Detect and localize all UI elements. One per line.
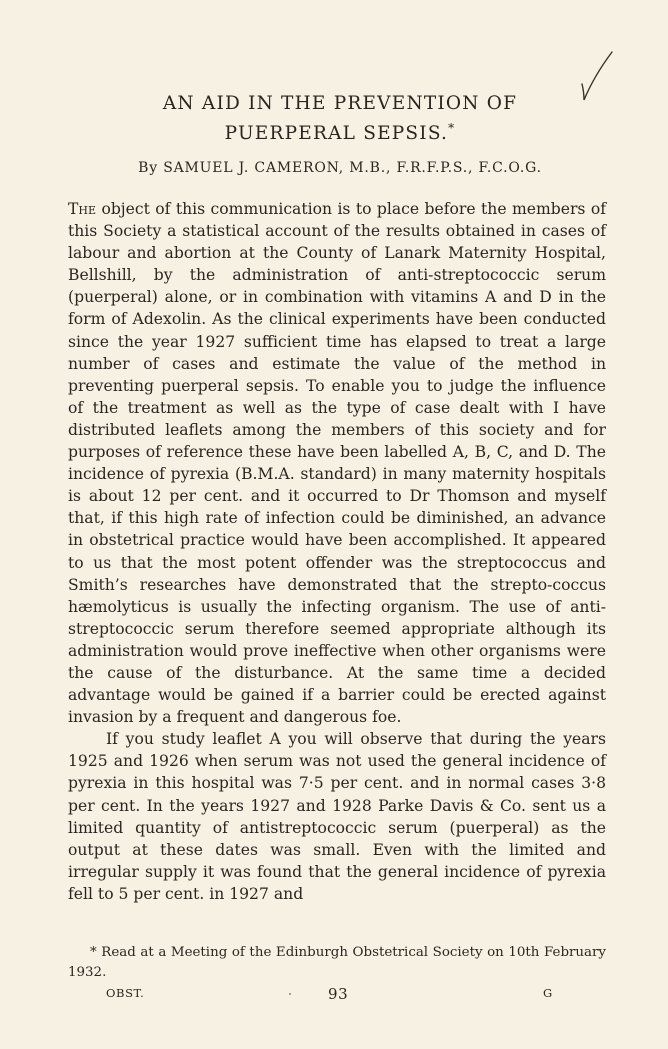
paragraph-1 bbox=[68, 198, 606, 728]
footnote bbox=[68, 943, 606, 983]
page-number: 93 bbox=[328, 985, 349, 1003]
title-line-2-text: PUERPERAL SEPSIS. bbox=[224, 123, 449, 145]
footnote-mark: * bbox=[90, 945, 97, 960]
footnote-text: Read at a Meeting of the Edinburgh Obstetrical Society on 10th February 1932. bbox=[68, 945, 606, 980]
title-footnote-mark: * bbox=[448, 121, 456, 135]
paragraph-1-text: object of this communication is to place before the members of this Society a statistical account of the results obtained in cases of labour and abortion at the County of Lanark Maternity Hospital, Bellshill, by the administration of anti-streptococcic serum (puerperal) alone, or in combination with vitamins A and D in the form of Adexolin. As the clinical experiments have been conducted since the year 1927 sufficient time has elapsed to treat a large number of cases and estimate the value of the method in preventing puerperal sepsis. To enable you to judge the influence of the treatment as well as the type of case dealt with I have distributed leaflets among the members of this society and for purposes of reference these have been labelled A, B, C, and D. The incidence of pyrexia (B.M.A. standard) in many maternity hospitals is about 12 per cent. and it occurred to Dr Thomson and myself that, if this high rate of infection could be diminished, an advance in obstetrical practice would have been accomplished. It appeared to us that the most potent offender was the streptococcus and Smith’s researches have demonstrated that the strepto-coccus hæmolyticus is usually the infecting organism. The use of anti-streptococcic serum therefore seemed appropriate although its administration would prove ineffective when other organisms were the cause of the disturbance. At the same time a decided advantage would be gained if a barrier could be erected against invasion by a frequent and dangerous foe. bbox=[68, 200, 606, 727]
footer-dot bbox=[289, 993, 291, 995]
article-body bbox=[68, 198, 606, 905]
article-title bbox=[60, 92, 620, 146]
title-line-2 bbox=[60, 116, 620, 146]
paragraph-2: If you study leaflet A you will observe that during the years 1925 and 1926 when serum was not used the general incidence of pyrexia in this hospital was 7·5 per cent. and in normal cases 3·8 per cent. In the years 1927 and 1928 Parke Davis & Co. sent us a limited quantity of antistreptococcic serum (puerperal) as the output at these dates was small. Even with the limited and irregular supply it was found that the general incidence of pyrexia fell to 5 per cent. in 1927 and bbox=[68, 730, 606, 903]
title-line-1: AN AID IN THE PREVENTION OF bbox=[162, 93, 518, 114]
author-byline: By SAMUEL J. CAMERON, M.B., F.R.F.P.S., F.C.O.G. bbox=[138, 160, 542, 176]
footer-signature-right: G bbox=[543, 986, 553, 1000]
paragraph-1-lead: The bbox=[68, 200, 97, 218]
footer-signature-left: OBST. bbox=[106, 986, 145, 1000]
